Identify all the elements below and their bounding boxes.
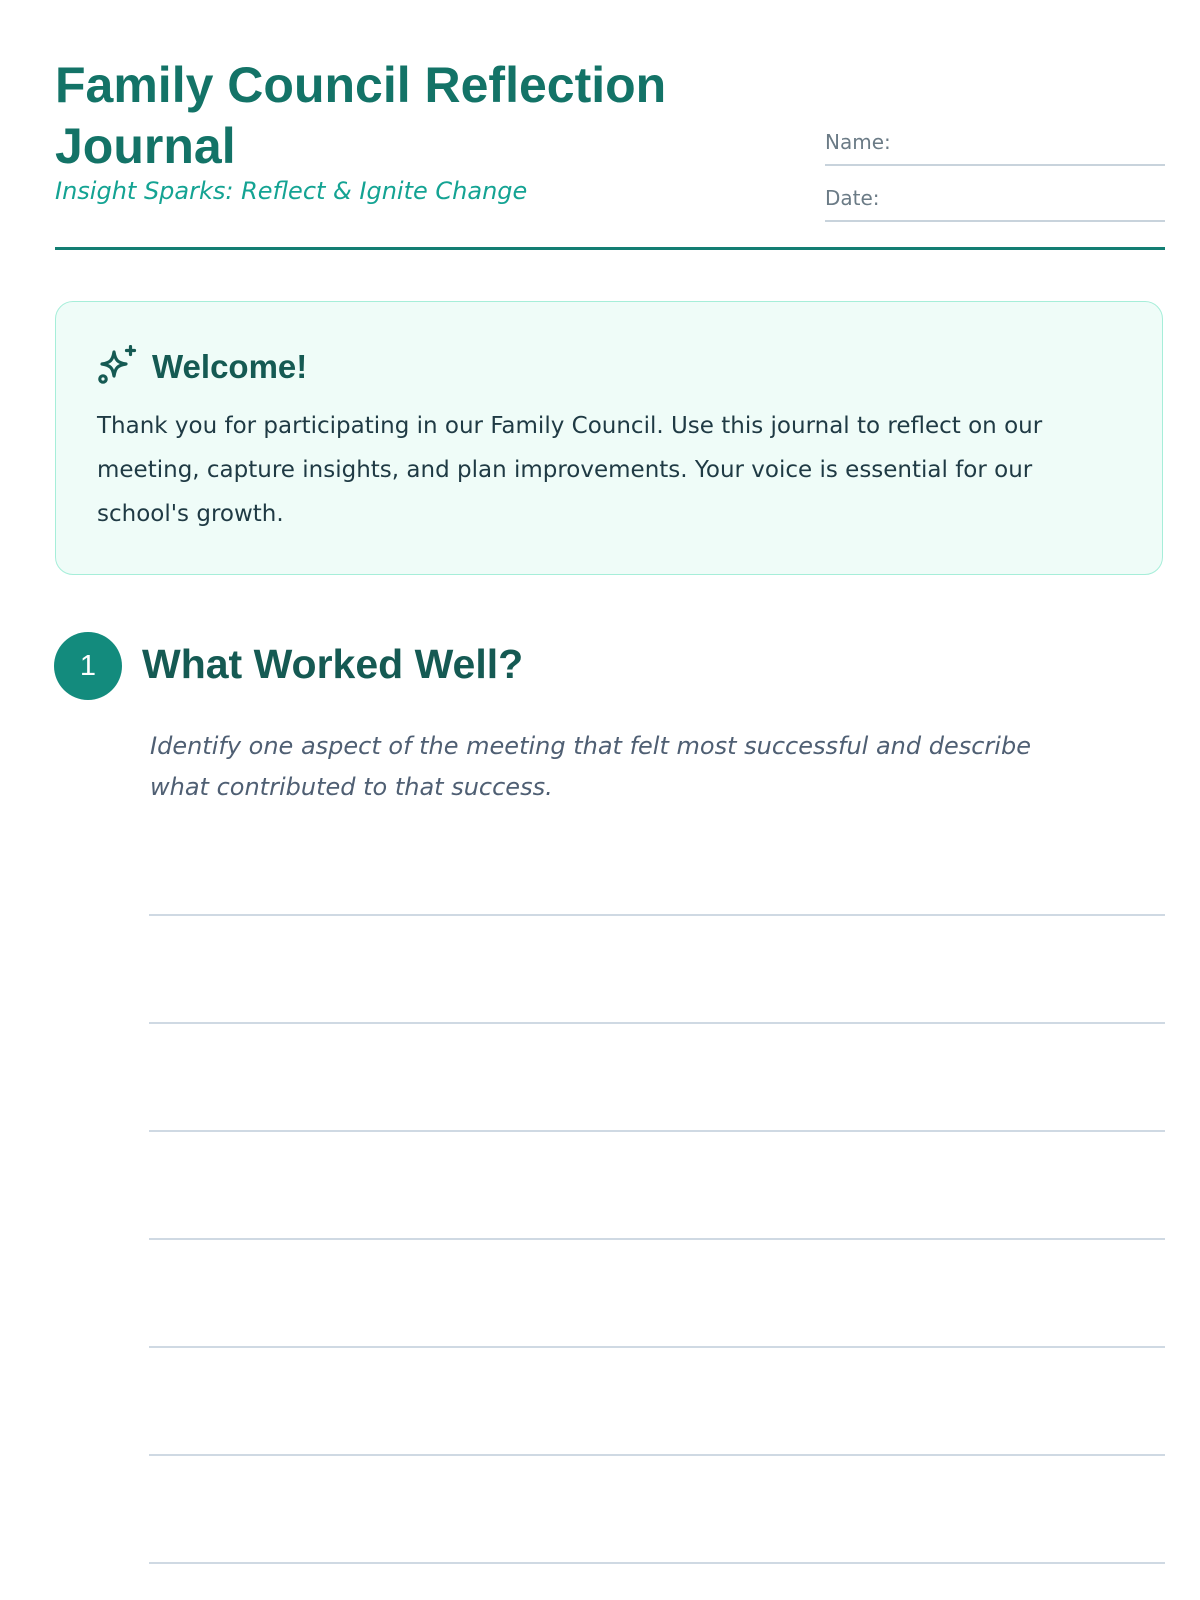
date-field[interactable]	[825, 176, 1165, 222]
section-number-badge: 1	[54, 632, 122, 700]
writing-line[interactable]	[149, 1346, 1165, 1348]
writing-line[interactable]	[149, 1454, 1165, 1456]
writing-line[interactable]	[149, 1022, 1165, 1024]
writing-line[interactable]	[149, 1562, 1165, 1564]
journal-header	[55, 55, 1165, 250]
page-title: Family Council Reflection Journal	[55, 57, 667, 174]
section-prompt: Identify one aspect of the meeting that felt most successful and describe what contributed to that success.	[150, 732, 1031, 801]
writing-line[interactable]	[149, 914, 1165, 916]
name-field-label: Name:	[825, 130, 891, 154]
page-subtitle: Insight Sparks: Reflect & Ignite Change	[55, 177, 528, 205]
welcome-text: Thank you for participating in our Family Council. Use this journal to reflect on our meeting, capture insights, and plan improvements. Your voice is essential for our school's growth.	[97, 413, 1043, 527]
writing-line[interactable]	[149, 1238, 1165, 1240]
welcome-heading: Welcome!	[152, 348, 308, 385]
welcome-card	[55, 301, 1163, 575]
date-field-label: Date:	[825, 186, 880, 210]
sparkles-icon	[97, 345, 139, 387]
writing-line[interactable]	[149, 1130, 1165, 1132]
section-title: What Worked Well?	[142, 641, 524, 687]
name-field[interactable]	[825, 120, 1165, 166]
